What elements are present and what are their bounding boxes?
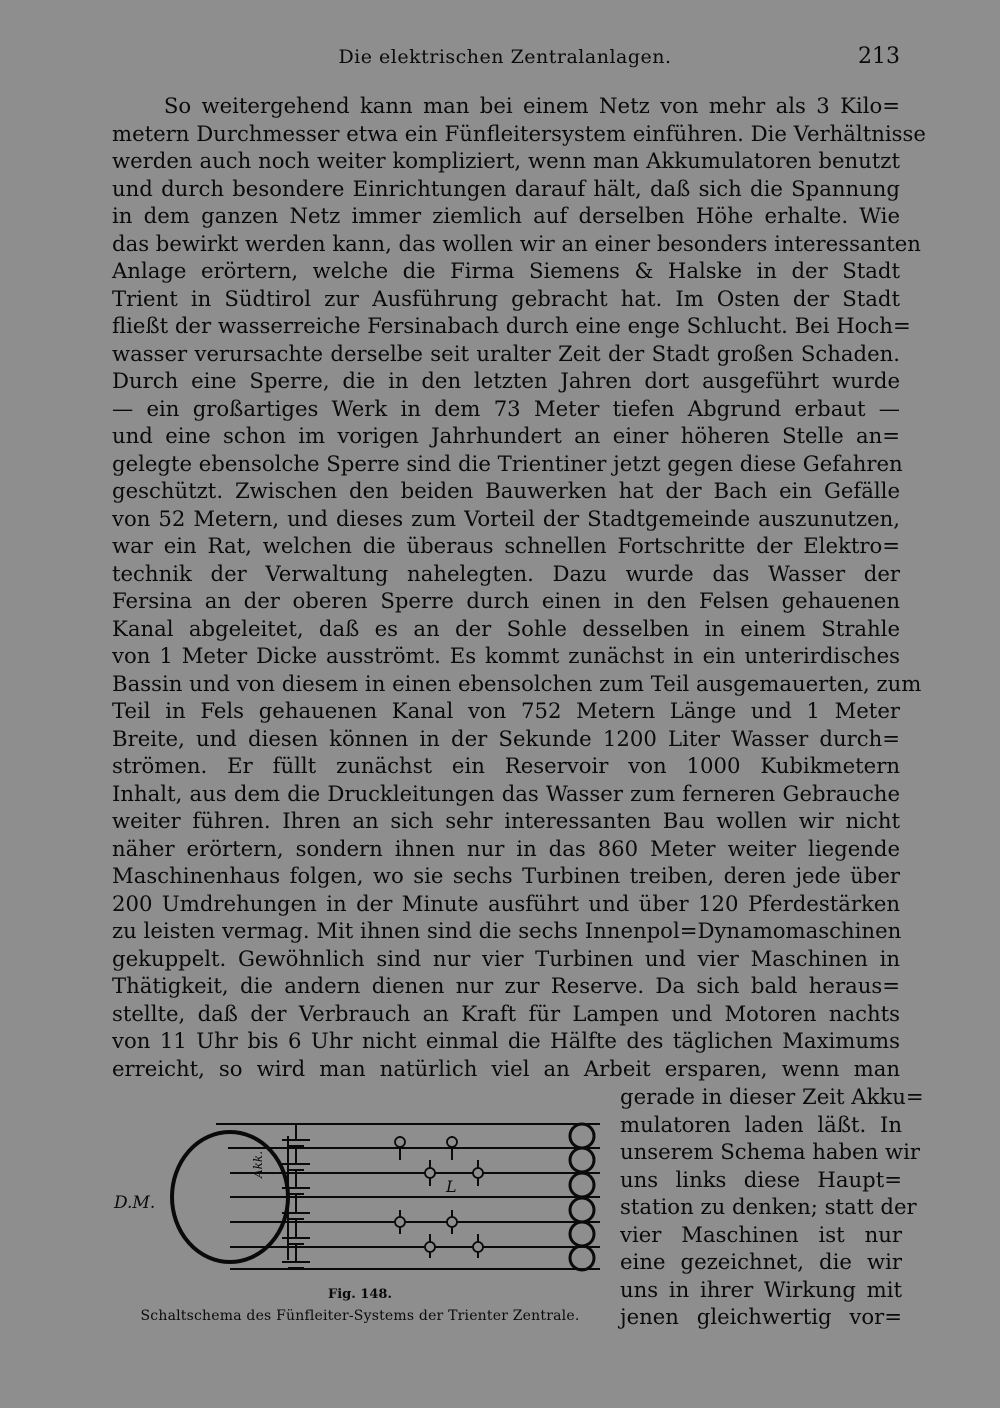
body-text <box>112 92 926 1082</box>
text-line: unserem Schema haben wir <box>620 1139 921 1164</box>
text-line: vier Maschinen ist nur <box>620 1221 902 1247</box>
figure-wrap-text <box>620 1083 924 1331</box>
running-title: Die elektrischen Zentralanlagen. <box>338 46 672 68</box>
text-line: Thätigkeit, die andern dienen nur zur Reserve. Da sich bald heraus= <box>112 973 900 998</box>
text-line: von 52 Metern, und dieses zum Vorteil der Stadtgemeinde auszunutzen, <box>112 505 900 531</box>
text-line: Teil in Fels gehauenen Kanal von 752 Metern Länge und 1 Meter <box>112 698 900 723</box>
text-line: von 1 Meter Dicke ausströmt. Es kommt zunächst in ein unterirdisches <box>112 643 900 668</box>
text-line: Breite, und diesen können in der Sekunde 1200 Liter Wasser durch= <box>112 725 900 751</box>
text-line: strömen. Er füllt zunächst ein Reservoir von 1000 Kubikmetern <box>112 753 900 778</box>
text-line: Anlage erörtern, welche die Firma Siemens & Halske in der Stadt <box>112 258 900 283</box>
lamp-symbols <box>395 1137 483 1252</box>
figure-caption: Schaltschema des Fünfleiter-Systems der Trienter Zentrale. <box>140 1308 580 1324</box>
text-line: werden auch noch weiter kompliziert, wenn man Akkumulatoren benutzt <box>112 148 900 173</box>
text-line: Inhalt, aus dem die Druckleitungen das Wasser zum ferneren Gebrauche <box>112 780 900 806</box>
text-line: gerade in dieser Zeit Akku= <box>620 1084 924 1109</box>
page-header <box>110 44 900 74</box>
text-line: station zu denken; statt der <box>620 1194 917 1219</box>
text-line: fließt der wasserreiche Fersinabach durch eine enge Schlucht. Bei Hoch= <box>112 313 911 338</box>
text-line: stellte, daß der Verbrauch an Kraft für Lampen und Motoren nachts <box>112 1000 900 1026</box>
text-line: näher erörtern, sondern ihnen nur in das 860 Meter weiter liegende <box>112 835 900 861</box>
akk-label: Akk. <box>251 1150 265 1178</box>
text-line: Fersina an der oberen Sperre durch einen in den Felsen gehauenen <box>112 588 900 613</box>
text-line: Maschinenhaus folgen, wo sie sechs Turbinen treiben, deren jede über <box>112 863 900 888</box>
text-line: metern Durchmesser etwa ein Fünfleitersystem einführen. Die Verhältnisse <box>112 120 926 146</box>
circuit-schematic <box>110 1112 610 1287</box>
text-line: und durch besondere Einrichtungen darauf hält, daß sich die Spannung <box>112 175 900 201</box>
text-line: uns in ihrer Wirkung mit <box>620 1276 902 1302</box>
text-line: mulatoren laden läßt. In <box>620 1111 902 1137</box>
text-line: gelegte ebensolche Sperre sind die Trientiner jetzt gegen diese Gefahren <box>112 450 903 476</box>
text-line: eine gezeichnet, die wir <box>620 1249 902 1274</box>
text-line: 200 Umdrehungen in der Minute ausführt und über 120 Pferdestärken <box>112 890 900 916</box>
text-line: Kanal abgeleitet, daß es an der Sohle desselben in einem Strahle <box>112 615 900 641</box>
text-line: Trient in Südtirol zur Ausführung gebracht hat. Im Osten der Stadt <box>112 285 900 311</box>
text-line: und eine schon im vorigen Jahrhundert an einer höheren Stelle an= <box>112 423 900 448</box>
text-line: gekuppelt. Gewöhnlich sind nur vier Turbinen und vier Maschinen in <box>112 945 900 971</box>
figure-number: Fig. 148. <box>328 1287 392 1302</box>
text-line: zu leisten vermag. Mit ihnen sind die sechs Innenpol=Dynamomaschinen <box>112 918 902 943</box>
load-label: L <box>446 1177 457 1196</box>
text-line: von 11 Uhr bis 6 Uhr nicht einmal die Hälfte des täglichen Maximums <box>112 1028 900 1053</box>
text-line: erreicht, so wird man natürlich viel an Arbeit ersparen, wenn man <box>112 1055 900 1081</box>
text-line: weiter führen. Ihren an sich sehr interessanten Bau wollen wir nicht <box>112 808 900 833</box>
page-number: 213 <box>858 44 900 69</box>
text-line: So weitergehend kann man bei einem Netz von mehr als 3 Kilo= <box>112 93 900 118</box>
text-line: geschützt. Zwischen den beiden Bauwerken hat der Bach ein Gefälle <box>112 478 900 503</box>
figure-148 <box>110 1112 610 1352</box>
text-line: in dem ganzen Netz immer ziemlich auf derselben Höhe erhalte. Wie <box>112 203 900 228</box>
text-line: Durch eine Sperre, die in den letzten Jahren dort ausgeführt wurde <box>112 368 900 393</box>
text-line: technik der Verwaltung nahelegten. Dazu wurde das Wasser der <box>112 560 900 586</box>
text-line: das bewirkt werden kann, das wollen wir an einer besonders interessanten <box>112 230 921 256</box>
text-line: war ein Rat, welchen die überaus schnellen Fortschritte der Elektro= <box>112 533 900 558</box>
text-line: uns links diese Haupt= <box>620 1166 902 1192</box>
text-line: jenen gleichwertig vor= <box>620 1304 902 1329</box>
text-line: wasser verursachte derselbe seit uralter Zeit der Stadt großen Schaden. <box>112 340 900 366</box>
text-line: — ein großartiges Werk in dem 73 Meter tiefen Abgrund erbaut — <box>112 395 900 421</box>
text-line: Bassin und von diesem in einen ebensolchen zum Teil ausgemauerten, zum <box>112 670 922 696</box>
dm-label: D.M. <box>114 1193 156 1213</box>
